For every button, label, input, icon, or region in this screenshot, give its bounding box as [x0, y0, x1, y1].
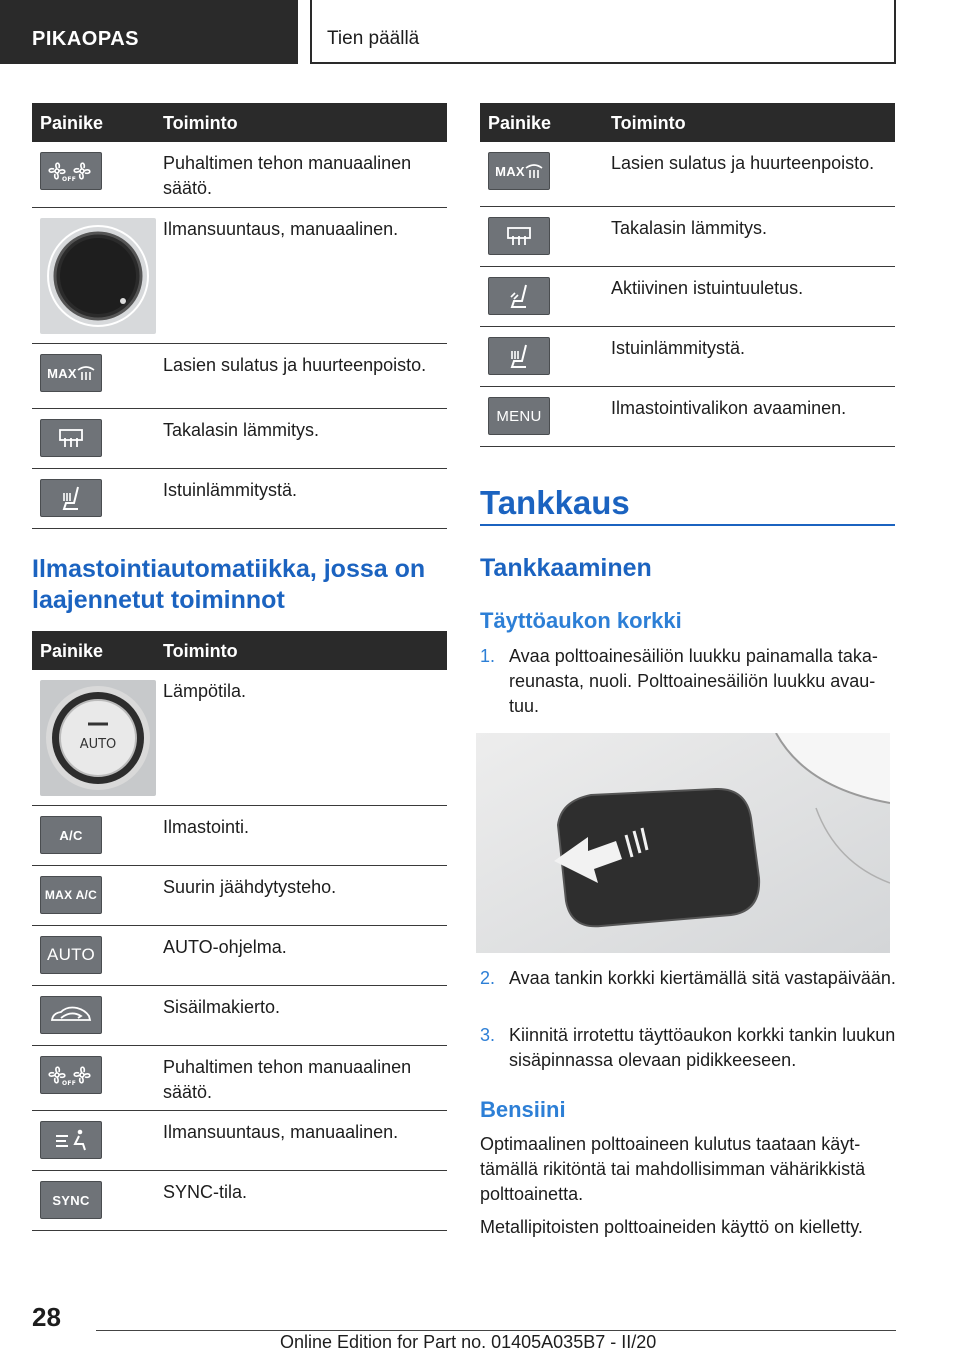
- seat-ventilation-icon: [488, 277, 550, 315]
- row-text: Suurin jäähdytysteho.: [163, 877, 337, 897]
- row-text: Lämpötila.: [163, 681, 247, 701]
- row-text: Istuinlämmitystä.: [611, 338, 746, 358]
- table-extended-controls: [32, 631, 447, 1231]
- row-text: Takalasin lämmitys.: [163, 420, 320, 440]
- section-tab: [0, 0, 298, 64]
- svg-text:OFF: OFF: [62, 176, 77, 182]
- bensiini-paragraph-1: Optimaalinen polttoaineen kulutus taataan käyttämällä rikitöntä tai mahdollisimman vähärikkistä polttoainetta.: [480, 1134, 866, 1204]
- row-text: Lasien sulatus ja huurteenpoisto.: [611, 153, 875, 173]
- air-distribution-icon: [40, 1121, 102, 1159]
- max-defrost-icon: [488, 152, 550, 190]
- button-label: MENU: [496, 407, 542, 425]
- table-row: [480, 387, 895, 447]
- table-row: [32, 1111, 447, 1171]
- table-row: [32, 142, 447, 208]
- row-text: Istuinlämmitystä.: [163, 480, 298, 500]
- max-defrost-icon: [40, 354, 102, 392]
- col-header-button: Painike: [40, 113, 104, 133]
- row-text: Ilmansuuntaus, manuaalinen.: [163, 219, 399, 239]
- rear-window-heating-icon: [488, 217, 550, 255]
- table-header: [32, 631, 447, 670]
- step-number: 2.: [480, 968, 496, 988]
- table-row: [32, 986, 447, 1046]
- row-text: Lasien sulatus ja huurteenpoisto.: [163, 355, 427, 375]
- menu-button-icon: [488, 397, 550, 435]
- col-header-function: Toiminto: [163, 113, 238, 133]
- table-row: [32, 344, 447, 409]
- table-row: [480, 142, 895, 207]
- table-row: [32, 670, 447, 806]
- title-rule: [480, 524, 895, 526]
- sync-button-icon: [40, 1181, 102, 1219]
- step-text: Avaa tankin korkki kiertämällä sitä vastapäivään.: [509, 968, 896, 988]
- section-title: PIKAOPAS: [32, 28, 139, 50]
- row-text: Ilmastointi.: [163, 817, 250, 837]
- footer-edition: Online Edition for Part no. 01405A035B7 - II/20: [280, 1332, 657, 1352]
- table-row: [32, 208, 447, 344]
- button-label: AUTO: [46, 945, 96, 964]
- table-header: [480, 103, 895, 142]
- col-header-function: Toiminto: [611, 113, 686, 133]
- table-row: [32, 1171, 447, 1231]
- filler-cap-heading: Täyttöaukon korkki: [480, 608, 682, 633]
- section-heading: Ilmastointiautomatiikka, jossa on laajennetut toiminnot: [32, 555, 426, 614]
- table-row: [480, 327, 895, 387]
- ac-button-icon: [40, 816, 102, 854]
- row-text: Aktiivinen istuintuuletus.: [611, 278, 804, 298]
- step-2: [480, 966, 896, 991]
- row-text: Ilmansuuntaus, manuaalinen.: [163, 1122, 399, 1142]
- page-number: 28: [32, 1302, 61, 1332]
- row-text: Puhaltimen tehon manuaalinen säätö.: [163, 153, 412, 198]
- row-text: Sisäilmakierto.: [163, 997, 281, 1017]
- row-text: AUTO-ohjelma.: [163, 937, 287, 957]
- step-text: Kiinnitä irrotettu täyttöaukon korkki tankin luukun sisäpinnassa olevaan pidikkeeseen.: [509, 1025, 896, 1070]
- seat-heating-icon: [488, 337, 550, 375]
- col-header-button: Painike: [488, 113, 552, 133]
- table-row: [32, 409, 447, 469]
- step-text: Avaa polttoainesäiliön luukku painamalla takareunasta, nuoli. Polttoainesäiliön luukku avautuu.: [509, 646, 878, 716]
- table-row: [480, 207, 895, 267]
- rear-window-heating-icon: [40, 419, 102, 457]
- step-number: 3.: [480, 1025, 496, 1045]
- row-text: Takalasin lämmitys.: [611, 218, 768, 238]
- table-row: [32, 806, 447, 866]
- row-text: Ilmastointivalikon avaaminen.: [611, 398, 847, 418]
- bensiini-heading: Bensiini: [480, 1097, 566, 1122]
- max-ac-button-icon: [40, 876, 102, 914]
- button-label: MAX: [47, 365, 77, 381]
- table-row: [32, 1046, 447, 1111]
- footer-rule: [96, 1330, 896, 1331]
- tankkaus-subtitle: Tankkaaminen: [480, 554, 652, 582]
- step-number: 1.: [480, 646, 496, 666]
- chapter-tab: [310, 0, 896, 64]
- fan-off-fan-icon: [40, 1056, 102, 1094]
- table-row: [32, 926, 447, 986]
- button-label: SYNC: [52, 1192, 90, 1208]
- table-manual-controls: [32, 103, 447, 529]
- table-row: [32, 469, 447, 529]
- step-1: [480, 644, 896, 719]
- fan-off-fan-icon: [40, 152, 102, 190]
- button-label: MAX: [495, 163, 525, 179]
- bensiini-paragraph-2: Metallipitoisten polttoaineiden käyttö on kielletty.: [480, 1217, 863, 1237]
- recirculation-icon: [40, 996, 102, 1034]
- button-label: A/C: [59, 827, 83, 843]
- row-text: SYNC-tila.: [163, 1182, 248, 1202]
- col-header-function: Toiminto: [163, 641, 238, 661]
- seat-heating-icon: [40, 479, 102, 517]
- air-distribution-knob-icon: [40, 218, 156, 334]
- auto-button-icon: [40, 936, 102, 974]
- temperature-knob-icon: [40, 680, 156, 796]
- row-text: Puhaltimen tehon manuaalinen säätö.: [163, 1057, 412, 1102]
- table-row: [480, 267, 895, 327]
- col-header-button: Painike: [40, 641, 104, 661]
- svg-text:OFF: OFF: [62, 1080, 77, 1086]
- chapter-title: Tien päällä: [327, 28, 420, 49]
- table-row: [32, 866, 447, 926]
- button-label: MAX A/C: [44, 888, 98, 902]
- tankkaus-title: Tankkaus: [480, 484, 630, 521]
- table-header: [32, 103, 447, 142]
- table-additional-controls: [480, 103, 895, 447]
- step-3: [480, 1023, 896, 1073]
- fuel-flap-photo: [476, 733, 890, 953]
- knob-label: AUTO: [79, 737, 117, 752]
